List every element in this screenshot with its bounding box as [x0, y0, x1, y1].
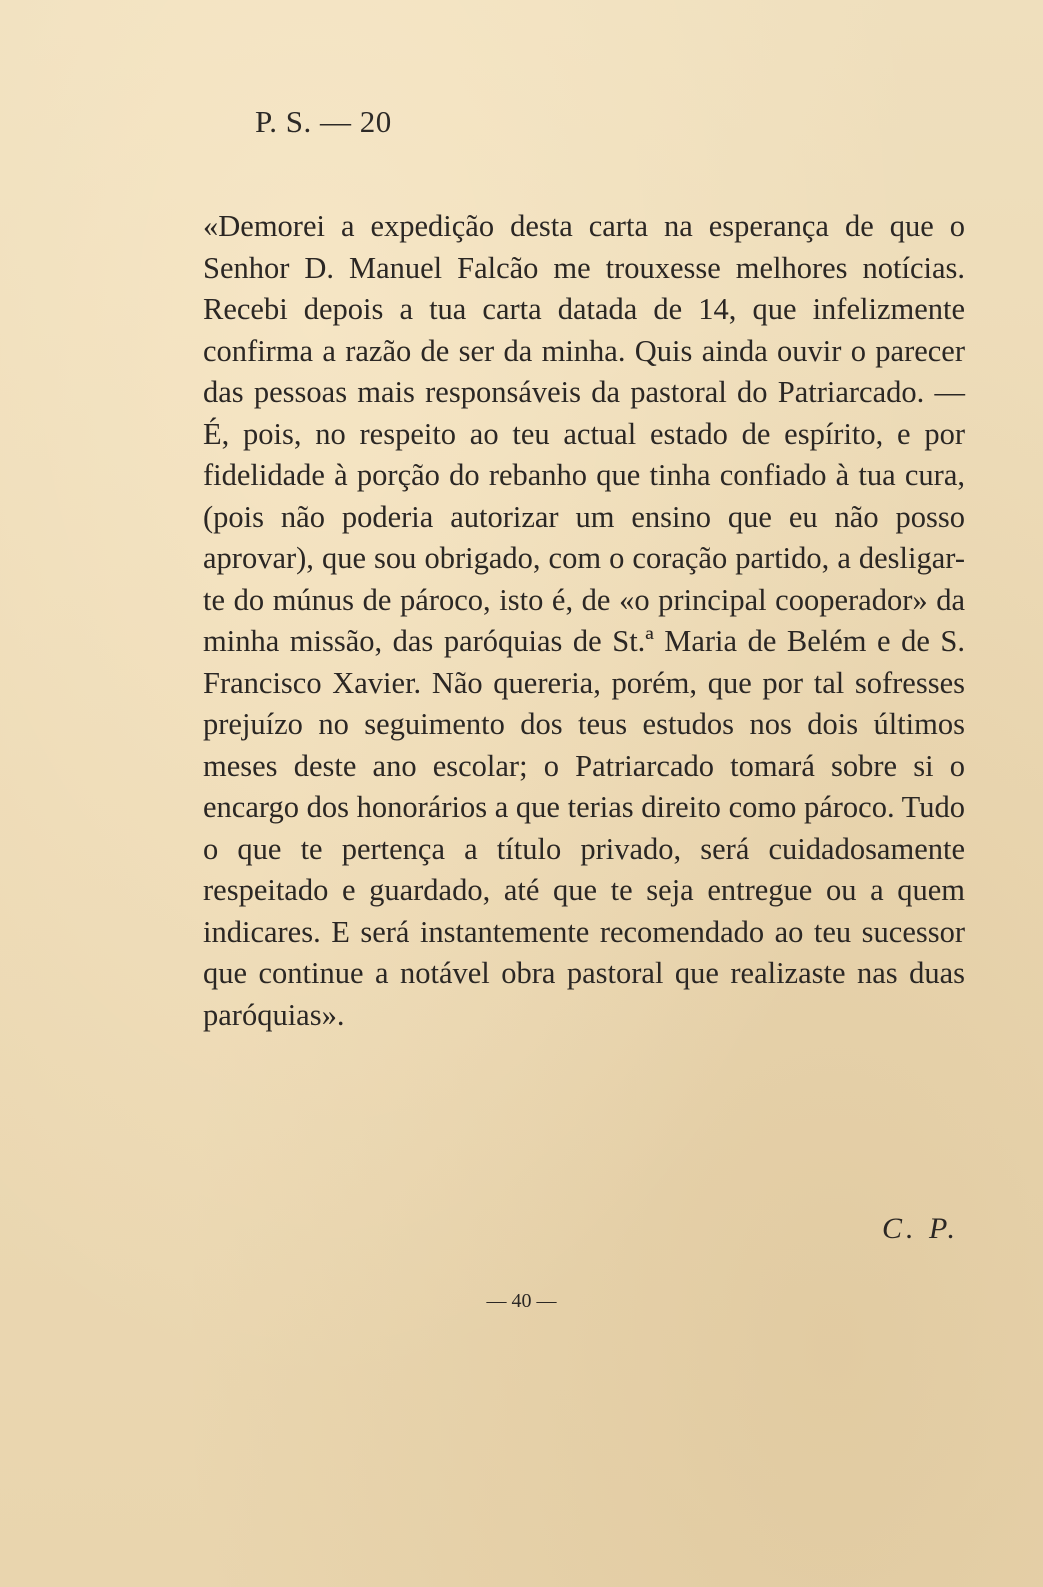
page-number: — 40 —: [486, 1290, 557, 1312]
section-heading: P. S. — 20: [255, 104, 392, 139]
signature-initials: C. P.: [882, 1212, 959, 1245]
letter-body: «Demorei a expedição desta carta na esperança de que o Senhor D. Manuel Falcão me trouxesse melhores notícias. Recebi depois a tua carta datada de 14, que infelizmente confirma a razão de ser da minha. Quis ainda ouvir o parecer das pessoas mais responsáveis da pastoral do Patriarcado. — É, pois, no respeito ao teu actual estado de espírito, e por fidelidade à porção do rebanho que tinha confiado à tua cura, (pois não poderia autorizar um ensino que eu não posso aprovar), que sou obrigado, com o coração partido, a desligar-te do múnus de pároco, isto é, de «o principal cooperador» da minha missão, das paróquias de St.ª Maria de Belém e de S. Francisco Xavier. Não quereria, porém, que por tal sofresses prejuízo no seguimento dos teus estudos nos dois últimos meses deste ano escolar; o Patriarcado tomará sobre si o encargo dos honorários a que terias direito como pároco. Tudo o que te pertença a título privado, será cuidadosamente respeitado e guardado, até que te seja entregue ou a quem indicares. E será instantemente recomendado ao teu sucessor que continue a notável obra pastoral que realizaste nas duas paróquias».: [203, 209, 965, 1032]
